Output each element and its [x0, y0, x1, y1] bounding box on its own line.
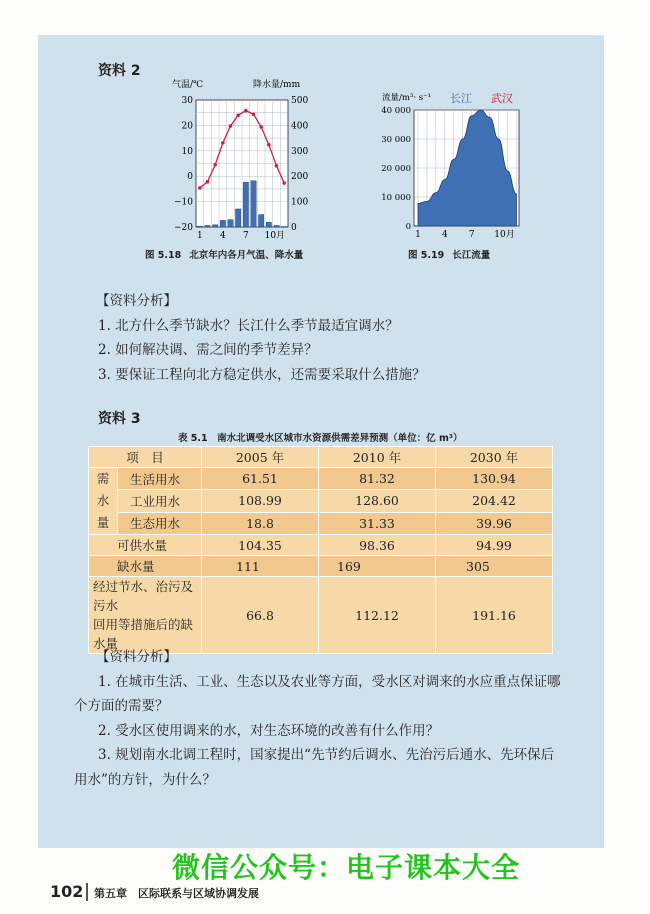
cell: 39.96 — [436, 512, 553, 534]
right-tick-label: 300 — [291, 146, 309, 157]
cell: 81.32 — [319, 468, 436, 490]
temperature-point — [259, 125, 263, 129]
precipitation-bar — [281, 226, 286, 227]
demand-group-label: 需 水 量 — [89, 468, 118, 535]
x-tick-label: 4 — [219, 231, 226, 240]
table-header-row — [89, 447, 553, 468]
left-tick-label: −20 — [174, 223, 193, 233]
section-3-title: 资料 3 — [98, 411, 141, 427]
x-tick-label: 7 — [468, 230, 475, 238]
y-tick-label: 10 000 — [381, 193, 411, 203]
right-tick-label: 400 — [291, 121, 309, 132]
precipitation-bar — [251, 181, 256, 227]
x-tick-label: 10月 — [494, 230, 515, 238]
precipitation-bar — [235, 209, 240, 227]
section-2-title: 资料 2 — [98, 63, 141, 79]
analysis-2 — [74, 645, 561, 792]
x-tick-label: 1 — [196, 231, 203, 240]
cell: 128.60 — [319, 490, 436, 512]
header-2005: 2005 年 — [202, 447, 319, 468]
x-tick-label: 7 — [242, 231, 249, 240]
table-row — [89, 535, 553, 556]
temperature-point — [198, 186, 202, 190]
fig-5-18-caption: 图 5.18 北京年内各月气温、降水量 — [145, 250, 304, 261]
row-label: 生态用水 — [118, 512, 202, 534]
watermark: 微信公众号：电子课本大全 — [172, 851, 521, 884]
cell: 191.16 — [436, 577, 553, 654]
cell: 18.8 — [202, 512, 319, 534]
cell: 66.8 — [202, 577, 319, 654]
precipitation-bar — [220, 220, 225, 227]
precipitation-bar — [274, 225, 279, 227]
precipitation-bar — [212, 225, 217, 227]
temperature-point — [213, 163, 217, 167]
temperature-point — [206, 180, 210, 184]
chapter-title: 第五章 区际联系与区域协调发展 — [94, 887, 259, 900]
cell: 61.51 — [202, 468, 319, 490]
right-axis-label: 降水量/mm — [253, 80, 301, 90]
analysis-1-q3: 3. 要保证工程向北方稳定供水，还需要采取什么措施？ — [98, 366, 426, 383]
left-axis-label: 气温/℃ — [172, 80, 204, 90]
temperature-point — [221, 141, 225, 145]
row-label: 工业用水 — [118, 490, 202, 512]
left-tick-label: 20 — [181, 121, 193, 132]
row-label: 缺水量 — [89, 556, 202, 577]
precipitation-bar — [258, 215, 263, 227]
y-tick-label: 20 000 — [381, 164, 411, 174]
cell: 305 — [436, 556, 553, 577]
water-supply-demand-table — [88, 446, 553, 654]
row-label: 生活用水 — [118, 468, 202, 490]
y-axis-label: 流量/m³· s⁻¹ — [382, 93, 431, 103]
temperature-point — [282, 181, 286, 185]
x-tick-label: 1 — [415, 230, 421, 238]
cell: 111 — [202, 556, 319, 577]
analysis-2-heading: 【资料分析】 — [96, 649, 177, 665]
row-label: 经过节水、治污及污水 回用等措施后的缺水量 — [89, 577, 202, 654]
yangtze-flow-chart — [380, 88, 530, 238]
cell: 169 — [319, 556, 436, 577]
analysis-2-q3b: 用水”的方针，为什么？ — [74, 771, 216, 788]
cell: 98.36 — [319, 535, 436, 556]
analysis-1-q1: 1. 北方什么季节缺水？长江什么季节最适宜调水？ — [98, 317, 399, 334]
analysis-1-heading: 【资料分析】 — [96, 293, 177, 309]
left-tick-label: −10 — [174, 197, 193, 208]
y-tick-label: 30 000 — [381, 135, 411, 145]
series-label: 长江 — [450, 92, 472, 105]
cell: 112.12 — [319, 577, 436, 654]
y-tick-label: 40 000 — [381, 106, 411, 116]
temperature-point — [252, 112, 256, 116]
table-title: 表 5.1 南水北调受水区城市水资源供需差异预测（单位：亿 m³） — [178, 433, 463, 444]
header-2030: 2030 年 — [436, 447, 553, 468]
cell: 31.33 — [319, 512, 436, 534]
precipitation-bar — [243, 182, 248, 227]
beijing-climate-chart — [160, 75, 310, 240]
table-row — [89, 512, 553, 534]
precipitation-bar — [205, 225, 210, 227]
table-row — [89, 577, 553, 654]
header-item: 项 目 — [89, 447, 202, 468]
station-label: 武汉 — [491, 92, 513, 105]
analysis-2-q1a: 1. 在城市生活、工业、生态以及农业等方面，受水区对调来的水应重点保证哪 — [98, 673, 561, 690]
cell: 108.99 — [202, 490, 319, 512]
cell: 104.35 — [202, 535, 319, 556]
analysis-1-q2: 2. 如何解决调、需之间的季节差异？ — [98, 342, 318, 358]
analysis-2-q1b: 个方面的需要？ — [74, 698, 169, 714]
footer-divider — [86, 883, 88, 901]
temperature-point — [236, 113, 240, 117]
temperature-point — [267, 143, 271, 147]
fig-5-19-caption: 图 5.19 长江流量 — [408, 250, 491, 261]
temperature-point — [244, 109, 248, 113]
table-row — [89, 556, 553, 577]
right-tick-label: 200 — [291, 172, 309, 183]
precipitation-bar — [228, 220, 233, 227]
analysis-2-q2: 2. 受水区使用调来的水，对生态环境的改善有什么作用？ — [98, 722, 440, 739]
page-number: 102 — [50, 882, 84, 901]
analysis-2-q3a: 3. 规划南水北调工程时，国家提出“先节约后调水、先治污后通水、先环保后 — [98, 747, 555, 763]
left-tick-label: 0 — [187, 172, 193, 183]
cell: 94.99 — [436, 535, 553, 556]
right-tick-label: 500 — [291, 96, 309, 106]
cell: 204.42 — [436, 490, 553, 512]
right-tick-label: 0 — [291, 223, 297, 233]
temperature-point — [275, 164, 279, 168]
table-row — [89, 490, 553, 512]
y-tick-label: 0 — [405, 222, 411, 232]
x-tick-label: 4 — [441, 230, 448, 238]
row-label: 可供水量 — [89, 535, 202, 556]
x-tick-label: 10月 — [264, 231, 286, 240]
right-tick-label: 100 — [291, 197, 309, 208]
precipitation-bar — [197, 226, 202, 227]
temperature-point — [229, 124, 233, 128]
cell: 130.94 — [436, 468, 553, 490]
left-tick-label: 30 — [181, 96, 193, 106]
table-row — [89, 468, 553, 490]
left-tick-label: 10 — [181, 146, 193, 157]
analysis-1 — [98, 289, 426, 387]
header-2010: 2010 年 — [319, 447, 436, 468]
precipitation-bar — [266, 222, 271, 227]
